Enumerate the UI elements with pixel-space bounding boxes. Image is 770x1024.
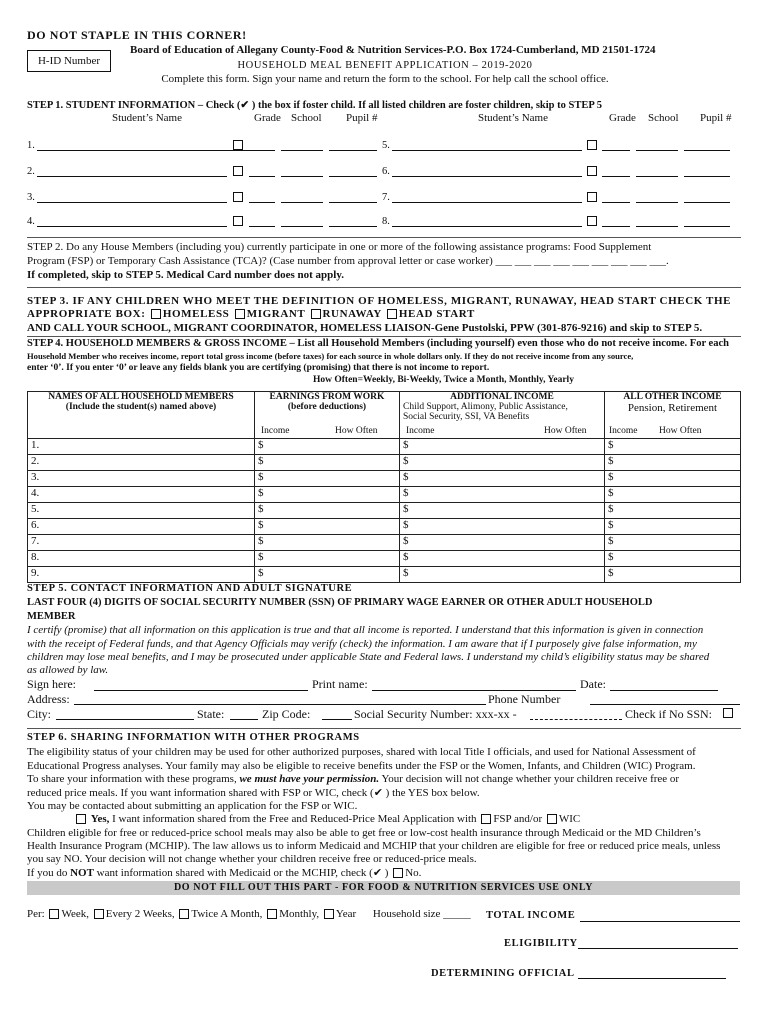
step6-p9: If you do NOT want information shared with Medicaid or the MCHIP, check (✔ ) No. [27, 867, 422, 879]
foster-checkbox[interactable] [587, 216, 597, 226]
student-name-line[interactable] [392, 226, 582, 227]
fsp-label: FSP and/or [493, 813, 543, 825]
foster-checkbox[interactable] [587, 166, 597, 176]
migrant-label: MIGRANT [246, 308, 306, 320]
city-line[interactable] [56, 719, 194, 720]
table-row: 6. $ $ $ [28, 519, 741, 535]
step6-p2: Educational Progress analyses. Your family may also be eligible to receive benefits under the FSP or the Women, Infants, and Children (WIC) Program. [27, 760, 696, 772]
col-earnings-header: EARNINGS FROM WORK [269, 392, 385, 402]
step1-col-name-left: Student’s Name [112, 112, 182, 124]
no-medicaid-checkbox[interactable] [393, 868, 403, 878]
table-row: 5. $ $ $ [28, 503, 741, 519]
step5-ssn-line1: LAST FOUR (4) DIGITS OF SOCIAL SECURITY NUMBER (SSN) OF PRIMARY WAGE EARNER OR OTHER ADULT HOUSEHOLD [27, 597, 653, 608]
address-line[interactable] [74, 704, 486, 705]
zip-label: Zip Code: [262, 707, 311, 721]
student-name-line[interactable] [37, 176, 227, 177]
step6-p7: Health Insurance Program (MCHIP). The law allows us to inform Medicaid and MCHIP that your children are eligible for free or reduced price meals, unless [27, 840, 721, 852]
grade-line[interactable] [249, 202, 275, 203]
step4-line2: Household Member who receives income, report total gross income (before taxes) for each source in whole dollars only. If they do not receive income from any source, [27, 351, 634, 361]
no-ssn-checkbox[interactable] [723, 708, 733, 718]
student-name-line[interactable] [392, 176, 582, 177]
step2-line3: If completed, skip to STEP 5. Medical Card number does not apply. [27, 269, 344, 281]
pupil-line[interactable] [684, 176, 730, 177]
phone-label: Phone Number [488, 692, 561, 706]
step6-yes-line: Yes, I want information shared from the Free and Reduced-Price Meal Application with FSP and/or WIC [74, 813, 580, 825]
pupil-line[interactable] [329, 202, 377, 203]
step4-line1: STEP 4. HOUSEHOLD MEMBERS & GROSS INCOME – List all Household Members (including yourself) even those who do not receive income. For each [27, 338, 729, 349]
ssn-label: Social Security Number: xxx-xx - [354, 707, 517, 721]
school-line[interactable] [636, 150, 678, 151]
step4-how-often-legend: How Often=Weekly, Bi-Weekly, Twice a Month, Monthly, Yearly [313, 375, 574, 385]
pupil-line[interactable] [684, 226, 730, 227]
step6-p3: To share your information with these programs, we must have your permission. Your decision will not change whether your children receive free or [27, 773, 680, 785]
per-twice-checkbox[interactable] [179, 909, 189, 919]
head-start-checkbox[interactable] [387, 309, 397, 319]
step6-p6: Children eligible for free or reduced-price school meals may also be able to get free or low-cost health insurance through Medicaid or the MD Children’s [27, 827, 701, 839]
table-row: 3. $ $ $ [28, 471, 741, 487]
sign-label: Sign here: [27, 677, 76, 691]
homeless-checkbox[interactable] [151, 309, 161, 319]
foster-checkbox[interactable] [233, 192, 243, 202]
migrant-checkbox[interactable] [235, 309, 245, 319]
address-label: Address: [27, 692, 70, 706]
grade-line[interactable] [602, 176, 630, 177]
date-label: Date: [580, 677, 606, 691]
per-week-checkbox[interactable] [49, 909, 59, 919]
determining-official-line[interactable] [578, 978, 726, 979]
sign-line[interactable] [94, 690, 308, 691]
table-row: 7. $ $ $ [28, 535, 741, 551]
school-line[interactable] [281, 226, 323, 227]
step1-col-school-right: School [648, 112, 679, 124]
foster-checkbox[interactable] [233, 166, 243, 176]
school-line[interactable] [281, 202, 323, 203]
step4-line3: enter ‘0’. If you enter ‘0’ or leave any fields blank you are certifying (promising) that there is not income to report. [27, 363, 490, 373]
print-name-line[interactable] [372, 690, 576, 691]
table-row: 1. $ $ $ [28, 439, 741, 455]
table-row: 8. $ $ $ [28, 551, 741, 567]
board-address: Board of Education of Allegany County-Food & Nutrition Services-P.O. Box 1724-Cumberland, MD 21501-1724 [130, 44, 656, 56]
fsp-checkbox[interactable] [481, 814, 491, 824]
pupil-line[interactable] [684, 150, 730, 151]
pupil-line[interactable] [684, 202, 730, 203]
total-income-line[interactable] [580, 921, 740, 922]
no-ssn-label: Check if No SSN: [625, 707, 712, 721]
grade-line[interactable] [249, 226, 275, 227]
school-line[interactable] [281, 176, 323, 177]
step2-line2: Program (FSP) or Temporary Cash Assistance (TCA)? (Case number from approval letter or case worker) ___ ___ ___ ___ ___ ___ ___ ___ ___. [27, 255, 669, 267]
step3-line2: APPROPRIATE BOX: HOMELESS MIGRANT RUNAWAY HEAD START [27, 308, 475, 320]
school-line[interactable] [636, 176, 678, 177]
step2-line1: STEP 2. Do any House Members (including you) currently participate in one or more of the following assistance programs: Food Supplement [27, 241, 652, 253]
cert-line2: with the receipt of Federal funds, and that Agency Officials may verify (check) the information. I am aware that if I purposely give false information, my [27, 638, 697, 650]
grade-line[interactable] [602, 226, 630, 227]
step1-col-grade-left: Grade [254, 112, 281, 124]
foster-checkbox[interactable] [587, 140, 597, 150]
foster-checkbox[interactable] [233, 140, 243, 150]
grade-line[interactable] [249, 176, 275, 177]
divider [27, 237, 741, 238]
zip-line[interactable] [322, 719, 352, 720]
wic-label: WIC [558, 813, 581, 825]
pupil-line[interactable] [329, 150, 377, 151]
cert-line3: children may lose meal benefits, and I may be prosecuted under applicable State and Federal laws. I understand my child’s eligibility status may be shared [27, 651, 710, 663]
eligibility-label: ELIGIBILITY [504, 938, 578, 949]
form-instructions: Complete this form. Sign your name and return the form to the school. For help call the school office. [161, 73, 609, 85]
household-size: Household size _____ [372, 908, 471, 920]
step1-col-school-left: School [291, 112, 322, 124]
foster-checkbox[interactable] [587, 192, 597, 202]
divider [27, 336, 741, 337]
step1-col-pupil-left: Pupil # [346, 112, 378, 124]
staple-warning: DO NOT STAPLE IN THIS CORNER! [27, 28, 247, 42]
pupil-line[interactable] [329, 226, 377, 227]
per-year-checkbox[interactable] [324, 909, 334, 919]
eligibility-line[interactable] [578, 948, 738, 949]
cert-line1: I certify (promise) that all information on this application is true and that all income is reported. I understand that this information is given in connection [27, 624, 704, 636]
student-name-line[interactable] [37, 202, 227, 203]
cert-line4: as allowed by law. [27, 664, 109, 676]
total-income-label: TOTAL INCOME [486, 910, 576, 921]
state-label: State: [197, 707, 225, 721]
table-row: 9. $ $ $ [28, 567, 741, 583]
divider [27, 728, 741, 729]
state-line[interactable] [230, 719, 258, 720]
income-table: NAMES OF ALL HOUSEHOLD MEMBERS (Include the student(s) named above) EARNINGS FROM WORK (before deductions) Income How Often ADDITIONAL INCOME Child Support, Alimony, Public Assistance, Social Security, SSI, VA Benefits Income How Often ALL OTHER INCOME Pension, Retirement Income How Often 1. $ $ $ 2. $ $ $ 3. $ $ $ 4. $ $ $ 5. $ $ $ 6. $ $ $ 7. $ $ $ 8. $ $ $ 9. $ $ $ [27, 391, 741, 583]
phone-line[interactable] [590, 704, 740, 705]
ssn-line[interactable] [530, 719, 622, 720]
student-name-line[interactable] [37, 150, 253, 151]
office-use-banner: DO NOT FILL OUT THIS PART - FOR FOOD & NUTRITION SERVICES USE ONLY [27, 881, 740, 895]
date-line[interactable] [610, 690, 718, 691]
step6-p5: You may be contacted about submitting an application for the FSP or WIC. [27, 800, 358, 812]
per-monthly-checkbox[interactable] [267, 909, 277, 919]
step3-line1: STEP 3. IF ANY CHILDREN WHO MEET THE DEFINITION OF HOMELESS, MIGRANT, RUNAWAY, HEAD START CHECK THE [27, 295, 732, 307]
student-name-line[interactable] [392, 150, 582, 151]
table-row: 4. $ $ $ [28, 487, 741, 503]
pupil-line[interactable] [329, 176, 377, 177]
runaway-label: RUNAWAY [322, 308, 382, 320]
step6-p1: The eligibility status of your children may be used for other authorized purposes, shared with local Title I officials, and used for National Assessment of [27, 746, 696, 758]
step5-heading: STEP 5. CONTACT INFORMATION AND ADULT SIGNATURE [27, 583, 353, 594]
head-start-label: HEAD START [398, 308, 475, 320]
step6-heading: STEP 6. SHARING INFORMATION WITH OTHER PROGRAMS [27, 732, 360, 743]
per-every2-checkbox[interactable] [94, 909, 104, 919]
determining-official-label: DETERMINING OFFICIAL [431, 968, 575, 979]
grade-line[interactable] [602, 150, 630, 151]
step1-col-name-right: Student’s Name [478, 112, 548, 124]
school-line[interactable] [636, 226, 678, 227]
office-per-line: Per: Week, Every 2 Weeks, Twice A Month, Monthly, Year Household size _____ [27, 908, 471, 920]
col-names-header: NAMES OF ALL HOUSEHOLD MEMBERS [48, 392, 234, 402]
divider [27, 287, 741, 288]
wic-checkbox[interactable] [547, 814, 557, 824]
col-additional-header: ADDITIONAL INCOME [450, 392, 554, 402]
yes-share-checkbox[interactable] [76, 814, 86, 824]
city-label: City: [27, 707, 52, 721]
step1-col-pupil-right: Pupil # [700, 112, 732, 124]
step5-ssn-line2: MEMBER [27, 611, 76, 622]
grade-line[interactable] [602, 202, 630, 203]
col-other-header: ALL OTHER INCOME [623, 392, 722, 402]
grade-line[interactable] [249, 150, 275, 151]
step3-line3: AND CALL YOUR SCHOOL, MIGRANT COORDINATOR, HOMELESS LIAISON-Gene Pustolski, PPW (301-876-9216) and skip to STEP 5. [27, 322, 703, 334]
hid-label: H-ID Number [37, 55, 100, 67]
print-name-label: Print name: [312, 677, 368, 691]
step1-col-grade-right: Grade [609, 112, 636, 124]
student-name-line[interactable] [392, 202, 582, 203]
step6-p4: reduced price meals. If you want information shared with FSP or WIC, check (✔ ) the YES box below. [27, 787, 480, 799]
school-line[interactable] [636, 202, 678, 203]
homeless-label: HOMELESS [162, 308, 230, 320]
form-title: HOUSEHOLD MEAL BENEFIT APPLICATION – 2019-2020 [237, 60, 533, 71]
step1-heading: STEP 1. STUDENT INFORMATION – Check (✔ ) the box if foster child. If all listed children are foster children, skip to STEP 5 [27, 100, 603, 111]
step6-p8: you say NO. Your decision will not change whether your children receive free or reduced-price meals. [27, 853, 477, 865]
runaway-checkbox[interactable] [311, 309, 321, 319]
table-row: 2. $ $ $ [28, 455, 741, 471]
student-name-line[interactable] [37, 226, 227, 227]
school-line[interactable] [281, 150, 323, 151]
foster-checkbox[interactable] [233, 216, 243, 226]
